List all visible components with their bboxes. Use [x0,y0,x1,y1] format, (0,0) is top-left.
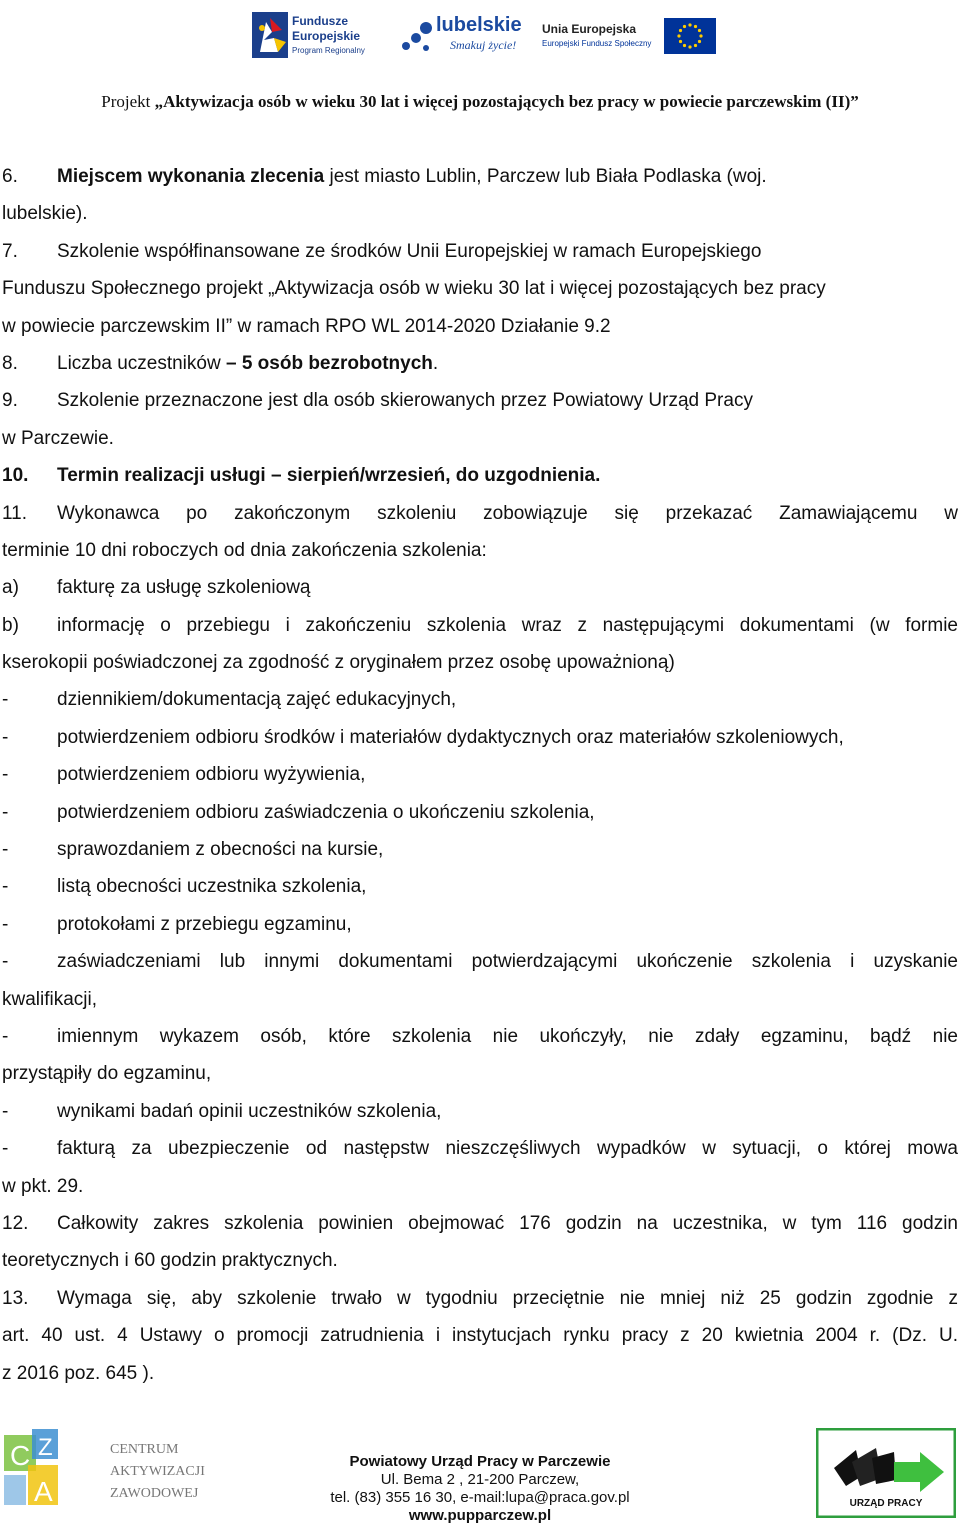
dash-item-text: listą obecności uczestnika szkolenia, [57,876,367,898]
item-7-line1 [2,233,958,270]
dash-item-text: fakturą za ubezpieczenie od następstw nieszczęśliwych wypadków w sytuacji, o której mowa [57,1138,958,1160]
dash-bullet: - [2,689,9,711]
dash-bullet: - [2,913,9,935]
item-b-line1 [2,607,958,644]
header-logos [0,8,960,68]
item-13-line3 [2,1355,958,1392]
item-13-text-cont: z 2016 poz. 645 ). [2,1362,155,1384]
item-7-text: Szkolenie współfinansowane ze środków Unii Europejskiej w ramach Europejskiego [57,240,762,262]
item-12-line1 [2,1205,958,1242]
lubelskie-line2: Smakuj życie! [450,38,517,52]
dash-item [2,1018,958,1055]
fe-line2: Europejskie [292,29,361,43]
item-number: 13. [2,1287,29,1309]
item-6-line1 [2,158,958,195]
item-a [2,569,958,606]
dash-item-text: potwierdzeniem odbioru wyżywienia, [57,764,366,786]
item-number: 12. [2,1212,29,1234]
item-7-text-cont: Funduszu Społecznego projekt „Aktywizacja osób w wieku 30 lat i więcej pozostających bez pracy [2,278,826,300]
item-number: 7. [2,240,18,262]
office-contact: tel. (83) 355 16 30, e-mail:lupa@praca.gov.pl [330,1489,630,1506]
caz-logo-graphic [0,1425,230,1513]
item-9-line2 [2,420,958,457]
caz-logo [0,1425,230,1513]
dash-item-text: protokołami z przebiegu egzaminu, [57,913,352,935]
lubelskie-logo [398,8,522,64]
item-a-text: fakturę za usługę szkoleniową [57,577,311,599]
item-7-line2 [2,270,958,307]
item-12-text-cont: teoretycznych i 60 godzin praktycznych. [2,1250,338,1272]
dash-item-text: dziennikiem/dokumentacją zajęć edukacyjnych, [57,689,457,711]
dash-item-text-cont: przystąpiły do egzaminu, [2,1063,212,1085]
project-title: „Aktywizacja osób w wieku 30 lat i więcej pozostających bez pracy w powiecie parczewskim (II)” [154,92,859,111]
item-number: 10. [2,465,29,487]
item-8 [2,345,958,382]
item-11-line1 [2,495,958,532]
ue-line2: Europejski Fundusz Społeczny [542,39,652,48]
dash-item [2,943,958,980]
item-13-text: Wymaga się, aby szkolenie trwało w tygodniu przeciętnie nie mniej niż 25 godzin zgodnie z [57,1287,958,1309]
lubelskie-line1: lubelskie [436,14,522,36]
urzad-pracy-logo-graphic [816,1428,956,1518]
item-12-text: Całkowity zakres szkolenia powinien obejmować 176 godzin na uczestnika, w tym 116 godzin [57,1212,958,1234]
dash-bullet: - [2,1138,9,1160]
caz-text-1: CENTRUM [110,1442,179,1457]
dash-item [2,831,958,868]
document-body [2,158,958,1392]
item-11-text: Wykonawca po zakończonym szkoleniu zobowiązuje się przekazać Zamawiającemu w [57,502,958,524]
item-b-line2 [2,644,958,681]
item-6-line2 [2,195,958,232]
dash-item [2,1130,958,1167]
sub-label: b) [2,614,19,636]
dash-item-cont [2,1168,958,1205]
dash-item [2,794,958,831]
item-9-text-cont: w Parczewie. [2,427,114,449]
item-number: 6. [2,166,18,187]
fe-line1: Fundusze [292,14,348,28]
footer-contact [280,1453,680,1525]
item-number: 9. [2,390,18,412]
ue-line1: Unia Europejska [542,22,637,36]
fe-star-icon [252,12,288,58]
dash-item [2,1093,958,1130]
item-11-text-cont: terminie 10 dni roboczych od dnia zakończenia szkolenia: [2,539,487,561]
item-7-line3 [2,308,958,345]
item-b-text: informację o przebiegu i zakończeniu szkolenia wraz z następującymi dokumentami (w formie [57,614,958,636]
dash-item-text: potwierdzeniem odbioru zaświadczenia o ukończeniu szkolenia, [57,801,595,823]
unia-europejska-logo [540,8,720,64]
project-title-line [0,92,960,112]
eu-flag-icon [664,18,716,54]
caz-text-3: ZAWODOWEJ [110,1486,199,1501]
item-7-text-cont: w powiecie parczewskim II” w ramach RPO WL 2014-2020 Działanie 9.2 [2,315,611,337]
item-13-line1 [2,1280,958,1317]
item-13-text-cont: art. 40 ust. 4 Ustawy o promocji zatrudnienia i instytucjach rynku pracy z 20 kwietnia 2004 r. (Dz. U. [2,1325,958,1347]
item-9-line1 [2,382,958,419]
item-6-bold: Miejscem wykonania zlecenia [57,166,325,187]
item-8-text: Liczba uczestników [57,352,226,374]
dash-bullet: - [2,1100,9,1122]
dash-item-cont [2,981,958,1018]
item-10 [2,457,958,494]
dash-bullet: - [2,764,9,786]
item-10-text: Termin realizacji usługi – sierpień/wrzesień, do uzgodnienia. [57,465,601,487]
item-number: 11. [2,502,28,524]
item-6-text: jest miasto Lublin, Parczew lub Biała Podlaska (woj. [324,166,767,187]
dash-item-text-cont: w pkt. 29. [2,1175,84,1197]
urzad-pracy-logo [816,1428,956,1518]
dash-item [2,868,958,905]
item-9-text: Szkolenie przeznaczone jest dla osób skierowanych przez Powiatowy Urząd Pracy [57,390,753,412]
dash-item-text-cont: kwalifikacji, [2,988,98,1010]
dash-item [2,756,958,793]
caz-text-2: AKTYWIZACJI [110,1464,205,1479]
dash-item-text: wynikami badań opinii uczestników szkolenia, [57,1100,442,1122]
caz-letter-z: Z [38,1434,53,1461]
office-name: Powiatowy Urząd Pracy w Parczewie [349,1453,611,1470]
item-6-text-cont: lubelskie). [2,203,88,225]
fundusze-europejskie-logo [250,8,370,64]
item-12-line2 [2,1242,958,1279]
item-8-end: . [432,352,439,374]
dash-bullet: - [2,951,9,973]
item-8-bold: – 5 osób bezrobotnych [225,352,433,374]
item-11-line2 [2,532,958,569]
dash-bullet: - [2,839,9,861]
dash-item-cont [2,1055,958,1092]
dash-bullet: - [2,1025,9,1047]
project-prefix: Projekt [101,92,155,111]
dash-item-text: sprawozdaniem z obecności na kursie, [57,839,384,861]
dash-bullet: - [2,726,9,748]
dash-item-text: imiennym wykazem osób, które szkolenia nie ukończyły, nie zdały egzaminu, bądź nie [57,1025,958,1047]
dash-item [2,719,958,756]
dash-item-text: zaświadczeniami lub innymi dokumentami potwierdzającymi ukończenie szkolenia i uzyskanie [57,951,958,973]
caz-letter-c: C [10,1440,31,1471]
office-address: Ul. Bema 2 , 21-200 Parczew, [380,1471,580,1488]
item-13-line2 [2,1317,958,1354]
dash-bullet: - [2,801,9,823]
up-logo-text: URZĄD PRACY [849,1498,923,1509]
office-website[interactable]: www.pupparczew.pl [408,1507,552,1524]
dash-bullet: - [2,876,9,898]
fe-line3: Program Regionalny [292,46,365,55]
lubelskie-emblem-icon [398,18,434,58]
dash-item [2,906,958,943]
dash-item [2,681,958,718]
caz-letter-a: A [34,1476,53,1507]
dash-item-text: potwierdzeniem odbioru środków i materiałów dydaktycznych oraz materiałów szkoleniowych, [57,726,844,748]
item-b-text-cont: kserokopii poświadczonej za zgodność z oryginałem przez osobę upoważnioną) [2,652,675,674]
item-number: 8. [2,352,18,374]
sub-label: a) [2,577,19,599]
